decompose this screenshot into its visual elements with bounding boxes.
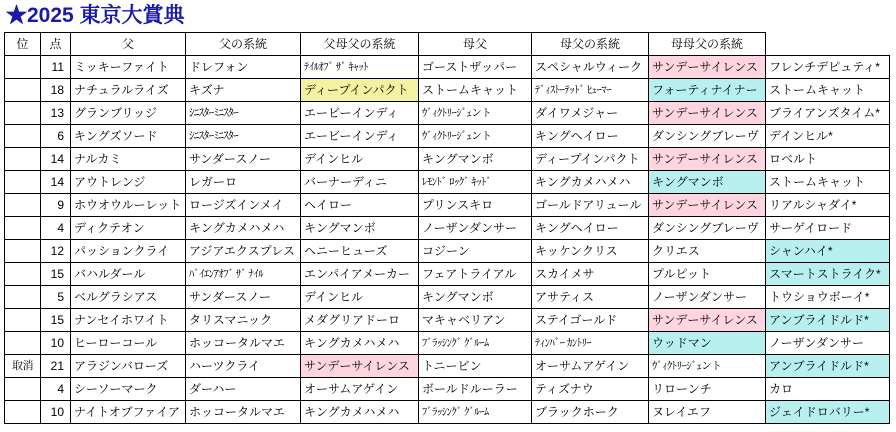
cell-rank (5, 79, 41, 102)
cell-dam-damsire-line: ダンシングブレーヴ (649, 217, 766, 240)
cell-sire-damsire-line: キングカメハメハ (301, 332, 419, 355)
cell-damsire: マキャベリアン (419, 309, 532, 332)
cell-damsire: キングマンボ (419, 286, 532, 309)
header-damsire: 母父 (419, 33, 532, 56)
cell-damsire-line: ダイワメジャー (532, 102, 649, 125)
cell-sire-damsire-line: バーナーディニ (301, 171, 419, 194)
cell-points: 10 (41, 332, 71, 355)
cell: リアルシャダイ* (766, 194, 890, 217)
cell-sire-damsire-line: ヘイロー (301, 194, 419, 217)
cell: フレンチデピュティ* (766, 56, 890, 79)
cell-sire-line: アジアエクスプレス (186, 240, 301, 263)
cell-sire-damsire-line: デインヒル (301, 286, 419, 309)
table-row (5, 309, 890, 332)
cell: ブライアンズタイム* (766, 102, 890, 125)
cell-dam-damsire-line: クリエス (649, 240, 766, 263)
cell-sire-damsire-line: メダグリアドーロ (301, 309, 419, 332)
cell: スマートストライク* (766, 263, 890, 286)
cell-sire-line: ホッコータルマエ (186, 401, 301, 424)
cell-damsire-line: キングカメハメハ (532, 171, 649, 194)
cell-dam-damsire-line: ノーザンダンサー (649, 286, 766, 309)
cell-points: 4 (41, 378, 71, 401)
cell-sire-line: タリスマニック (186, 309, 301, 332)
cell-horse-name: ナイトオブファイア (71, 401, 186, 424)
cell: アンブライドルド* (766, 355, 890, 378)
cell-damsire-line: ﾃｨﾝﾊﾞｰ ｶﾝﾄﾘｰ (532, 332, 649, 355)
cell-rank (5, 309, 41, 332)
cell-damsire-line: キングヘイロー (532, 217, 649, 240)
cell-sire-line: ﾊﾞｲｴﾝｱｵﾌﾞ ｻﾞ ﾅｲﾙ (186, 263, 301, 286)
cell-horse-name: ナチュラルライズ (71, 79, 186, 102)
cell-sire-line: キズナ (186, 79, 301, 102)
cell-points: 14 (41, 171, 71, 194)
table-row (5, 217, 890, 240)
cell-damsire-line: キッケンクリス (532, 240, 649, 263)
cell-rank: 取消 (5, 355, 41, 378)
cell-sire-damsire-line: サンデーサイレンス (301, 355, 419, 378)
table-row (5, 102, 890, 125)
cell-sire-line: ｼﾆｽﾀｰﾐﾆｽﾀｰ (186, 125, 301, 148)
cell-sire-line: ドレフォン (186, 56, 301, 79)
cell-sire-line: ダーハー (186, 378, 301, 401)
cell-sire-damsire-line: エービーインディ (301, 125, 419, 148)
cell-points: 15 (41, 309, 71, 332)
cell-points: 18 (41, 79, 71, 102)
cell-sire-damsire-line: オーサムアゲイン (301, 378, 419, 401)
cell-horse-name: ベルグラシアス (71, 286, 186, 309)
cell-points: 15 (41, 263, 71, 286)
cell-sire-line: レガーロ (186, 171, 301, 194)
cell-damsire: プリンスキロ (419, 194, 532, 217)
cell-horse-name: ヒーローコール (71, 332, 186, 355)
cell-sire-damsire-line: ﾃｲﾙｵﾌﾞ ｻﾞ ｷｬｯﾄ (301, 56, 419, 79)
cell-damsire-line: ゴールドアリュール (532, 194, 649, 217)
cell-dam-damsire-line: プルピット (649, 263, 766, 286)
cell-damsire-line: ﾃﾞｨｽﾄｰﾃｯﾄﾞ ﾋｭｰﾏｰ (532, 79, 649, 102)
cell-damsire-line: キングヘイロー (532, 125, 649, 148)
cell-horse-name: バハルダール (71, 263, 186, 286)
cell-points: 14 (41, 148, 71, 171)
cell-damsire-line: アサティス (532, 286, 649, 309)
cell-damsire: ﾚﾓﾝﾄﾞ ﾛｯｸﾞ ｷｯﾄﾞ (419, 171, 532, 194)
cell-points: 13 (41, 102, 71, 125)
cell-dam-damsire-line: ヌレイエフ (649, 401, 766, 424)
cell-rank (5, 171, 41, 194)
table-body (5, 56, 890, 424)
table-header (5, 33, 890, 56)
cell-dam-damsire-line: ダンシングブレーヴ (649, 125, 766, 148)
cell-damsire: キングマンボ (419, 148, 532, 171)
table-row (5, 240, 890, 263)
table-row (5, 56, 890, 79)
cell-horse-name: アラジンバローズ (71, 355, 186, 378)
cell-points: 4 (41, 217, 71, 240)
cell-rank (5, 240, 41, 263)
cell-dam-damsire-line: リローンチ (649, 378, 766, 401)
cell-rank (5, 194, 41, 217)
cell-rank (5, 148, 41, 171)
cell: カロ (766, 378, 890, 401)
cell-horse-name: ディクテオン (71, 217, 186, 240)
cell: ストームキャット (766, 171, 890, 194)
cell-damsire-line: ディープインパクト (532, 148, 649, 171)
cell-dam-damsire-line: キングマンボ (649, 171, 766, 194)
cell-sire-damsire-line: ヘニーヒューズ (301, 240, 419, 263)
cell-damsire: ストームキャット (419, 79, 532, 102)
cell: トウショウボーイ* (766, 286, 890, 309)
header-rank: 位 (5, 33, 41, 56)
cell-damsire-line: ステイゴールド (532, 309, 649, 332)
cell-horse-name: グランブリッジ (71, 102, 186, 125)
cell-sire-damsire-line: キングマンボ (301, 217, 419, 240)
page-title: ★2025 東京大賞典 (6, 4, 185, 27)
cell-sire-line: ｼﾆｽﾀｰﾐﾆｽﾀｰ (186, 102, 301, 125)
cell-points: 10 (41, 401, 71, 424)
cell-dam-damsire-line: サンデーサイレンス (649, 148, 766, 171)
cell-rank (5, 378, 41, 401)
cell-rank (5, 102, 41, 125)
cell-damsire: ｳﾞｨｸﾄﾘｰｼﾞｪント (419, 125, 532, 148)
cell-sire-line: キングカメハメハ (186, 217, 301, 240)
cell-damsire: ゴーストザッパー (419, 56, 532, 79)
cell-rank (5, 332, 41, 355)
cell-damsire-line: ティズナウ (532, 378, 649, 401)
cell-sire-damsire-line: エンパイアメーカー (301, 263, 419, 286)
table-row (5, 401, 890, 424)
cell-damsire: ボールドルーラー (419, 378, 532, 401)
cell: シャンハイ* (766, 240, 890, 263)
cell-dam-damsire-line: ｳﾞｨｸﾄﾘｰｼﾞｪント (649, 355, 766, 378)
cell-horse-name: シーソーマーク (71, 378, 186, 401)
cell-rank (5, 401, 41, 424)
cell-damsire: ﾌﾞﾗｯｼﾝｸﾞ ｸﾞﾙｰﾑ (419, 401, 532, 424)
cell-rank (5, 263, 41, 286)
pedigree-table (4, 32, 890, 424)
header-sire: 父 (71, 33, 186, 56)
cell-horse-name: パッションクライ (71, 240, 186, 263)
cell-rank (5, 286, 41, 309)
cell-damsire: ｳﾞｨｸﾄﾘｰｼﾞｪント (419, 102, 532, 125)
cell-damsire-line: オーサムアゲイン (532, 355, 649, 378)
table-row (5, 194, 890, 217)
cell-damsire-line: ブラックホーク (532, 401, 649, 424)
cell-damsire: コジーン (419, 240, 532, 263)
cell: ロベルト (766, 148, 890, 171)
cell: デインヒル* (766, 125, 890, 148)
cell-points: 5 (41, 286, 71, 309)
cell-dam-damsire-line: サンデーサイレンス (649, 194, 766, 217)
cell: サーゲイロード (766, 217, 890, 240)
header-sire-damsire-line: 父母父の系統 (301, 33, 419, 56)
table-row (5, 286, 890, 309)
table-row (5, 355, 890, 378)
cell-sire-line: サンダースノー (186, 286, 301, 309)
cell-horse-name: ナルカミ (71, 148, 186, 171)
cell-sire-damsire-line: デインヒル (301, 148, 419, 171)
cell-points: 21 (41, 355, 71, 378)
cell-rank (5, 56, 41, 79)
header-points: 点 (41, 33, 71, 56)
cell-damsire: フェアトライアル (419, 263, 532, 286)
cell: アンブライドルド* (766, 309, 890, 332)
cell: ノーザンダンサー (766, 332, 890, 355)
header-sire-line: 父の系統 (186, 33, 301, 56)
cell-rank (5, 217, 41, 240)
cell-rank (5, 125, 41, 148)
table-row (5, 79, 890, 102)
cell-sire-line: ホッコータルマエ (186, 332, 301, 355)
table-row (5, 125, 890, 148)
cell-horse-name: ナンセイホワイト (71, 309, 186, 332)
cell-dam-damsire-line: サンデーサイレンス (649, 309, 766, 332)
cell-damsire-line: スペシャルウィーク (532, 56, 649, 79)
table-row (5, 171, 890, 194)
cell-points: 11 (41, 56, 71, 79)
cell-dam-damsire-line: サンデーサイレンス (649, 56, 766, 79)
cell-points: 12 (41, 240, 71, 263)
cell-points: 6 (41, 125, 71, 148)
cell-sire-line: ロージズインメイ (186, 194, 301, 217)
cell-horse-name: ミッキーファイト (71, 56, 186, 79)
cell-sire-damsire-line: エービーインディ (301, 102, 419, 125)
header-damsire-line: 母父の系統 (532, 33, 649, 56)
table-row (5, 378, 890, 401)
cell-points: 9 (41, 194, 71, 217)
cell-damsire: トニービン (419, 355, 532, 378)
cell: ストームキャット (766, 79, 890, 102)
header-row (5, 33, 890, 56)
table-row (5, 148, 890, 171)
cell-sire-line: ハーツクライ (186, 355, 301, 378)
cell-dam-damsire-line: ウッドマン (649, 332, 766, 355)
cell-damsire-line: スカイメサ (532, 263, 649, 286)
cell-horse-name: キングズソード (71, 125, 186, 148)
cell-dam-damsire-line: サンデーサイレンス (649, 102, 766, 125)
cell-horse-name: アウトレンジ (71, 171, 186, 194)
cell-damsire: ノーザンダンサー (419, 217, 532, 240)
cell-damsire: ﾌﾞﾗｯｼﾝｸﾞ ｸﾞﾙｰﾑ (419, 332, 532, 355)
cell-horse-name: ホウオウルーレット (71, 194, 186, 217)
cell-sire-damsire-line: キングカメハメハ (301, 401, 419, 424)
table-row (5, 263, 890, 286)
cell-sire-line: サンダースノー (186, 148, 301, 171)
table-row (5, 332, 890, 355)
cell-dam-damsire-line: フォーティナイナー (649, 79, 766, 102)
cell: ジェイドロバリー* (766, 401, 890, 424)
cell-sire-damsire-line: ディープインパクト (301, 79, 419, 102)
header-dam-damsire-line: 母母父の系統 (649, 33, 766, 56)
